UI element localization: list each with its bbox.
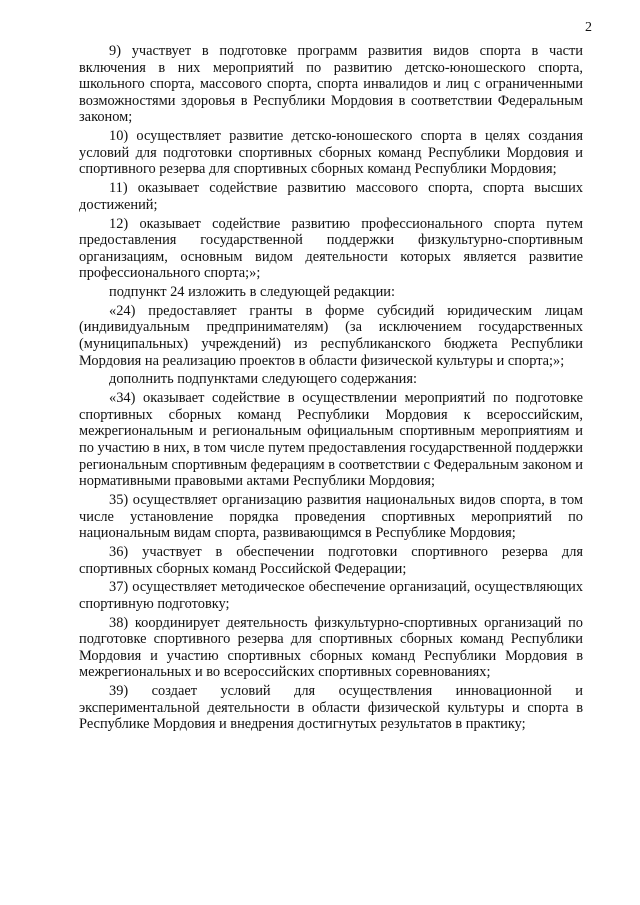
page-number: 2 xyxy=(585,20,592,35)
paragraph-item-34: «34) оказывает содействие в осуществлении мероприятий по подготовке спортивных сборных команд Республики Мордовия к всероссийским, межрегиональным и региональным официальным спортивным мероприятиям и по участию в них, в том числе путем предоставления государственной поддержки региональным спортивным федерациям в соответствии с Федеральным законом и нормативными правовыми актами Республики Мордовия; xyxy=(79,390,583,490)
paragraph-item-10: 10) осуществляет развитие детско-юношеского спорта в целях создания условий для подготовки спортивных сборных команд Республики Мордовия и спортивного резерва для спортивных сборных команд Республики Мордовия; xyxy=(79,128,583,178)
paragraph-instruction-add-subitems: дополнить подпунктами следующего содержания: xyxy=(109,371,417,388)
paragraph-item-12: 12) оказывает содействие развитию профессионального спорта путем предоставления государственной поддержки физкультурно-спортивным организациям, основным видом деятельности которых является развитие профессионального спорта;»; xyxy=(79,215,583,282)
paragraph-item-39: 39) создает условий для осуществления инновационной и экспериментальной деятельности в области физической культуры и спорта в Республике Мордовия и внедрения достигнутых результатов в практику; xyxy=(79,683,583,733)
paragraph-item-11: 11) оказывает содействие развитию массового спорта, спорта высших достижений; xyxy=(79,180,583,213)
paragraph-item-36: 36) участвует в обеспечении подготовки спортивного резерва для спортивных сборных команд Российской Федерации; xyxy=(79,543,583,577)
paragraph-item-24: «24) предоставляет гранты в форме субсидий юридическим лицам (индивидуальным предпринимателям) (за исключением государственных (муниципальных) учреждений) из республиканского бюджета Республики Мордовия на реализацию проектов в области физической культуры и спорта;»; xyxy=(79,302,583,369)
paragraph-item-38: 38) координирует деятельность физкультурно-спортивных организаций по подготовке спортивного резерва для спортивных сборных команд Республики Мордовия и участию спортивных сборных команд Республики Мордовия в межрегиональных и во всероссийских спортивных соревнованиях; xyxy=(79,614,583,681)
paragraph-instruction-subitem-24: подпункт 24 изложить в следующей редакции: xyxy=(109,284,395,301)
paragraph-item-9: 9) участвует в подготовке программ развития видов спорта в части включения в них мероприятий по развитию детско-юношеского спорта, школьного спорта, массового спорта, спорта инвалидов и лиц с ограниченными возможностями здоровья в Республики Мордовия в соответствии Федеральным законом; xyxy=(79,43,583,126)
document-body xyxy=(79,43,583,735)
paragraph-item-35: 35) осуществляет организацию развития национальных видов спорта, в том числе установление порядка проведения спортивных мероприятий по национальным видам спорта, развивающимся в Республике Мордовия; xyxy=(79,491,583,542)
paragraph-item-37: 37) осуществляет методическое обеспечение организаций, осуществляющих спортивную подготовку; xyxy=(79,579,583,612)
